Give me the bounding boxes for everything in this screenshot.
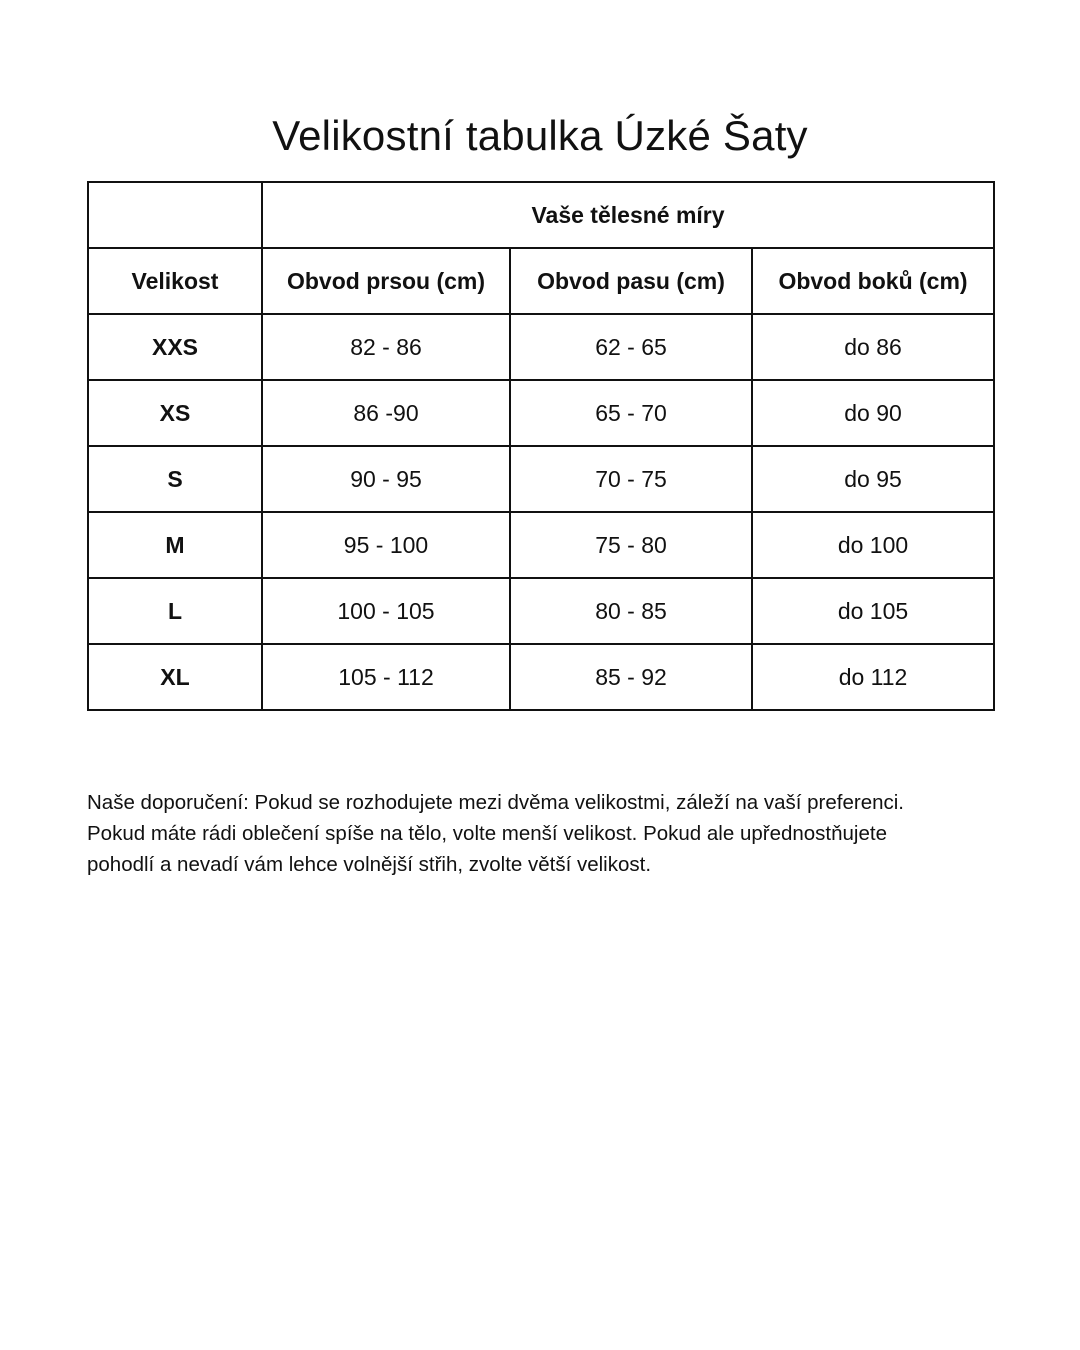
- page-title: Velikostní tabulka Úzké Šaty: [272, 112, 808, 159]
- note-line: pohodlí a nevadí vám lehce volnější střih, zvolte větší velikost.: [87, 853, 652, 876]
- hips-cell: do 90: [752, 380, 994, 446]
- note-line: Pokud máte rádi oblečení spíše na tělo, volte menší velikost. Pokud ale upřednostňujete: [87, 822, 887, 845]
- table-row: [88, 446, 994, 512]
- group-header-row: [88, 182, 994, 248]
- waist-cell: 62 - 65: [510, 314, 752, 380]
- column-header-waist: Obvod pasu (cm): [510, 248, 752, 314]
- hips-cell: do 105: [752, 578, 994, 644]
- size-cell: XS: [88, 380, 262, 446]
- hips-cell: do 100: [752, 512, 994, 578]
- waist-cell: 80 - 85: [510, 578, 752, 644]
- empty-header-cell: [88, 182, 262, 248]
- size-cell: XXS: [88, 314, 262, 380]
- hips-cell: do 95: [752, 446, 994, 512]
- size-table: [87, 181, 995, 711]
- column-header-chest: Obvod prsou (cm): [262, 248, 510, 314]
- waist-cell: 65 - 70: [510, 380, 752, 446]
- size-cell: XL: [88, 644, 262, 710]
- chest-cell: 95 - 100: [262, 512, 510, 578]
- recommendation-note: [87, 787, 993, 880]
- waist-cell: 70 - 75: [510, 446, 752, 512]
- waist-cell: 85 - 92: [510, 644, 752, 710]
- column-header-size: Velikost: [88, 248, 262, 314]
- table-row: [88, 512, 994, 578]
- chest-cell: 82 - 86: [262, 314, 510, 380]
- hips-cell: do 86: [752, 314, 994, 380]
- chest-cell: 86 -90: [262, 380, 510, 446]
- size-cell: S: [88, 446, 262, 512]
- table-row: [88, 380, 994, 446]
- table-row: [88, 644, 994, 710]
- column-header-hips: Obvod boků (cm): [752, 248, 994, 314]
- size-cell: L: [88, 578, 262, 644]
- table-row: [88, 578, 994, 644]
- chest-cell: 90 - 95: [262, 446, 510, 512]
- note-line: Naše doporučení: Pokud se rozhodujete mezi dvěma velikostmi, záleží na vaší preferenci.: [87, 791, 904, 814]
- size-cell: M: [88, 512, 262, 578]
- hips-cell: do 112: [752, 644, 994, 710]
- chest-cell: 100 - 105: [262, 578, 510, 644]
- waist-cell: 75 - 80: [510, 512, 752, 578]
- table-row: [88, 314, 994, 380]
- column-header-row: [88, 248, 994, 314]
- chest-cell: 105 - 112: [262, 644, 510, 710]
- group-header: Vaše tělesné míry: [262, 182, 994, 248]
